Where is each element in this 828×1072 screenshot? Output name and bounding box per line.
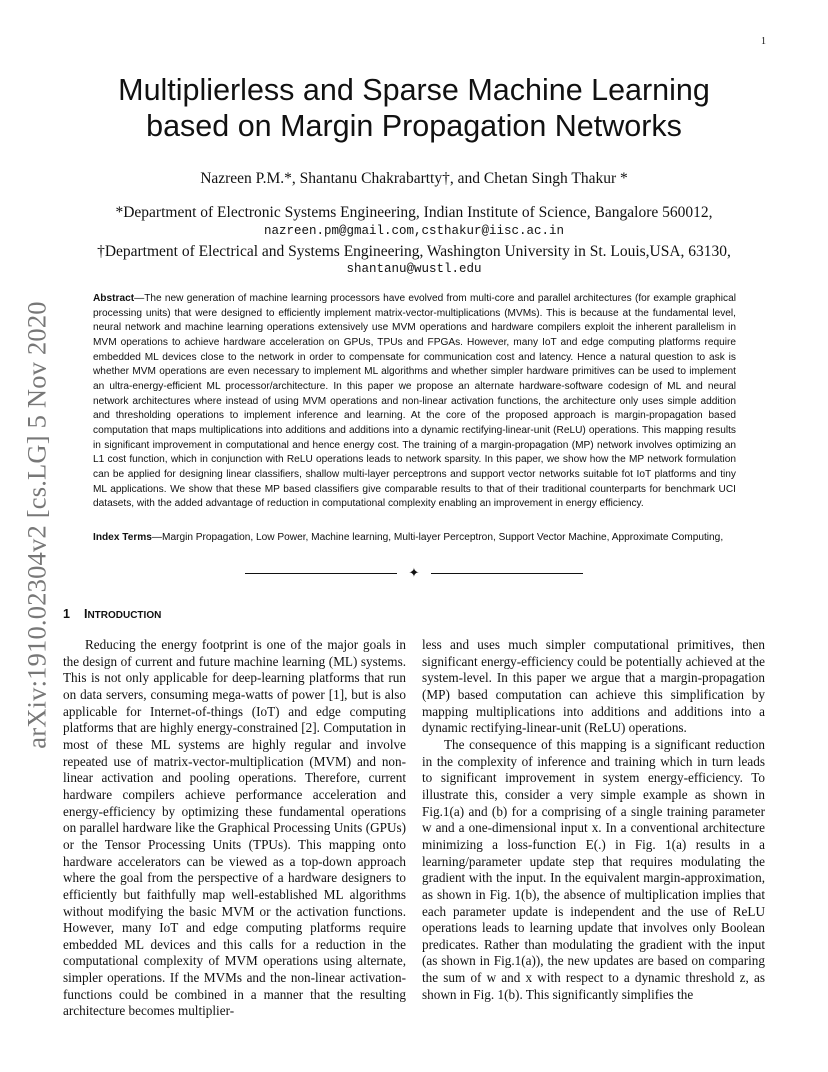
abstract-text: —The new generation of machine learning processors have evolved from multi-core and parallel architectures (for example graphical processing units) that were designed to efficiently implement matrix-vector-multiplications (MVMs). This is because at the fundamental level, neural network and machine learning operations extensively use MVM operations and hardware compilers exploit the inherent parallelism in MVM operations to achieve hardware acceleration on GPUs, TPUs and FPGAs. However, many IoT and edge computing platforms require embedded ML devices close to the network in order to compensate for communication cost and latency. Hence a natural question to ask is whether MVM operations are even necessary to implement ML algorithms and whether simpler hardware primitives can be used to implement an ultra-energy-efficient ML processor/architecture. In this paper we propose an alternate hardware-software codesign of ML and neural network architectures where instead of using MVM operations and non-linear activation functions, the architecture only uses simple addition and thresholding operations to implement inference and learning. At the core of the proposed approach is margin-propagation based computation that maps multiplications into additions and additions into a dynamic rectifying-linear-unit (ReLU) operations. This mapping results in significant improvement in computational and hence energy cost. The training of a margin-propagation (MP) network involves optimizing an L1 cost function, which in conjunction with ReLU operations leads to network sparsity. In this paper, we show how the MP network formulation can be applied for designing linear classifiers, shallow multi-layer perceptrons and support vector networks suitable fot IoT platforms and tiny ML applications. We show that these MP based classifiers give comparable results to that of their traditional counterparts for benchmark UCI datasets, with the added advantage of reduction in computational complexity enabling an improvement in energy efficiency. (93, 293, 736, 510)
page-number: 1 (761, 36, 766, 47)
abstract-label: Abstract (93, 293, 135, 304)
divider-rule-left (245, 573, 397, 574)
section-number: 1 (63, 607, 70, 621)
section-heading-introduction (63, 607, 161, 621)
index-terms-label: Index Terms (93, 532, 152, 543)
section-divider (245, 566, 583, 580)
section-title-rest: NTRODUCTION (87, 610, 162, 621)
body-paragraph-1: Reducing the energy footprint is one of the major goals in the design of current and future machine learning (ML) systems. This is not only applicable for deep-learning platforms that run on data servers, consuming mega-watts of power [1], but is also applicable for Internet-of-things (IoT) and edge computing platforms that are highly energy-constrained [2]. Computation in most of these ML systems are highly regular and involve repeated use of matrix-vector-multiplication (MVM) and non-linear activation and pooling operations. Therefore, current hardware compilers achieve performance acceleration and energy-efficiency by optimizing these fundamental operations on parallel hardware like the Graphical Processing Units (GPUs) or the Tensor Processing Units (TPUs). This mapping onto hardware accelerators can be viewed as a top-down approach where the goal from the perspective of a hardware designers to efficiently but faithfully map well-established ML algorithms without modifying the basic MVM or the activation functions. However, many IoT and edge computing platforms require embedded ML devices and this calls for a reduction in the computational complexity of MVM operations using alternate, simpler operations. If the MVMs and the non-linear activation-functions could be combined in a manner that the resulting architecture becomes multiplier- (63, 637, 406, 1019)
body-paragraph-1-continued: less and uses much simpler computational primitives, then significant energy-efficiency could be potentially achieved at the system-level. In this paper we argue that a margin-propagation (MP) based computation can achieve this simplification by mapping multiplications into additions and additions into a dynamic rectifying-linear-unit (ReLU) operations. (422, 637, 765, 736)
section-title-initial: I (83, 607, 88, 621)
body-left-column (63, 637, 406, 1020)
affiliation-1: *Department of Electronic Systems Engineering, Indian Institute of Science, Bangalore 560012, (115, 204, 713, 221)
index-terms (93, 531, 736, 546)
affiliation-1-email: nazreen.pm@gmail.com,csthakur@iisc.ac.in (263, 224, 565, 238)
body-right-column (422, 637, 765, 1003)
divider-rule-right (431, 573, 583, 574)
arxiv-identifier-text: arXiv:1910.02304v2 [cs.LG] 5 Nov 2020 (21, 301, 52, 749)
paper-title-line-2: based on Margin Propagation Networks (146, 109, 682, 143)
abstract (93, 292, 736, 512)
index-terms-text: —Margin Propagation, Low Power, Machine learning, Multi-layer Perceptron, Support Vector Machine, Approximate Computing, (151, 532, 724, 543)
affiliation-2: †Department of Electrical and Systems Engineering, Washington University in St. Louis,USA, 63130, (97, 243, 731, 260)
body-paragraph-2: The consequence of this mapping is a significant reduction in the complexity of inference and training which in turn leads to significant improvement in system energy-efficiency. To illustrate this, consider a very simple example as shown in Fig.1(a) and (b) for a comprising of a single training parameter w and a one-dimensional input x. In a conventional architecture minimizing a loss-function E(.) in Fig. 1(a) results in a learning/parameter update step that requires modulating the gradient with the input. In the equivalent margin-approximation, as shown in Fig. 1(b), the absence of multiplication implies that each parameter update is independent and the use of ReLU operations leads to learning update that involves only Boolean predicates. Rather than modulating the gradient with the input (as shown in Fig.1(a)), the new updates are based on comparing the sum of w and x with respect to a dynamic threshold z, as shown in Fig. 1(b). This significantly simplifies the (422, 736, 765, 1002)
affiliation-2-email: shantanu@wustl.edu (346, 262, 482, 276)
divider-star-icon: ✦ (408, 565, 420, 580)
author-list: Nazreen P.M.*, Shantanu Chakrabartty†, and Chetan Singh Thakur * (200, 170, 628, 187)
paper-title-line-1: Multiplierless and Sparse Machine Learning (118, 73, 710, 107)
arxiv-identifier-stamp (22, 290, 52, 760)
paper-title (0, 72, 828, 144)
